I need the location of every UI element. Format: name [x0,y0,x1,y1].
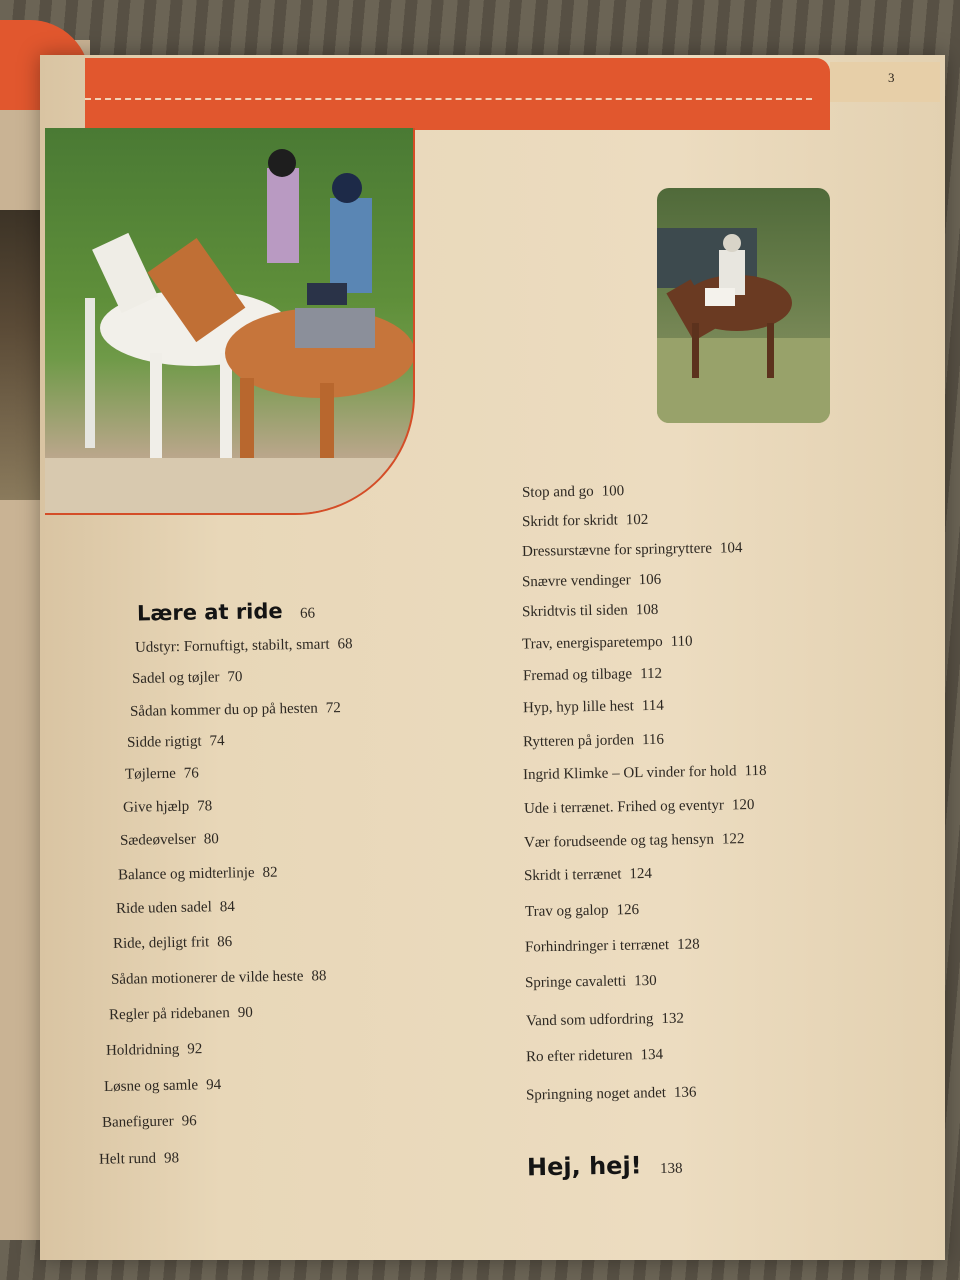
toc-entry: Skridt i terrænet 124 [523,865,653,885]
toc-entry: Springe cavaletti 130 [524,972,657,992]
page-number: 3 [888,70,895,85]
rider-photo-small [657,188,830,423]
toc-entry: Ride, dejligt frit 86 [112,933,233,953]
toc-entry: Skridtvis til siden 108 [521,601,659,621]
toc-entry: Balance og midterlinje 82 [117,864,278,884]
toc-entry: Ingrid Klimke – OL vinder for hold 118 [522,762,767,784]
section-page: 138 [659,1160,683,1178]
toc-entry: Sædeøvelser 80 [119,831,219,849]
toc-entry: Banefigurer 96 [101,1113,197,1131]
toc-entry: Give hjælp 78 [122,798,213,816]
toc-entry: Forhindringer i terrænet 128 [524,936,700,956]
toc-entry: Regler på ridebanen 90 [108,1004,253,1024]
toc-entry: Ro efter rideturen 134 [525,1046,664,1066]
section-title: Hej, hej! [526,1151,642,1182]
section-title: Lære at ride [136,599,283,626]
stitched-border [85,98,812,100]
toc-entry: Trav, energisparetempo 110 [521,633,693,653]
orange-header-band [85,58,830,130]
riders-photo [45,128,415,515]
toc-entry: Sadel og tøjler 70 [131,669,243,687]
toc-entry: Stop and go 100 [521,483,625,501]
page-corner-tab [830,62,940,102]
toc-entry: Sådan motionerer de vilde heste 88 [110,968,327,988]
toc-entry: Ride uden sadel 84 [115,898,235,918]
toc-entry: Vand som udfordring 132 [525,1010,685,1030]
toc-entry: Fremad og tilbage 112 [522,665,663,685]
toc-entry: Løsne og samle 94 [103,1076,222,1096]
toc-entry: Sidde rigtigt 74 [126,733,225,751]
toc-entry: Trav og galop 126 [524,902,640,920]
toc-section-heading-hej-hej [527,1151,683,1182]
toc-entry: Hyp, hyp lille hest 114 [522,697,664,717]
toc-entry: Udstyr: Fornuftigt, stabilt, smart 68 [134,636,353,656]
toc-entry: Ude i terrænet. Frihed og eventyr 120 [523,796,755,818]
toc-entry: Vær forudseende og tag hensyn 122 [523,831,745,851]
toc-entry: Tøjlerne 76 [124,765,199,783]
toc-entry: Sådan kommer du op på hesten 72 [129,700,341,720]
toc-entry: Holdridning 92 [105,1041,203,1059]
toc-entry: Dressurstævne for springryttere 104 [521,540,743,560]
toc-entry: Skridt for skridt 102 [521,511,649,531]
toc-entry: Springning noget andet 136 [525,1084,697,1104]
toc-entry: Snævre vendinger 106 [521,571,662,591]
toc-section-heading-laere-at-ride [137,598,315,625]
toc-entry: Rytteren på jorden 116 [522,731,665,751]
section-page: 66 [299,605,316,622]
toc-entry: Helt rund 98 [98,1150,180,1168]
